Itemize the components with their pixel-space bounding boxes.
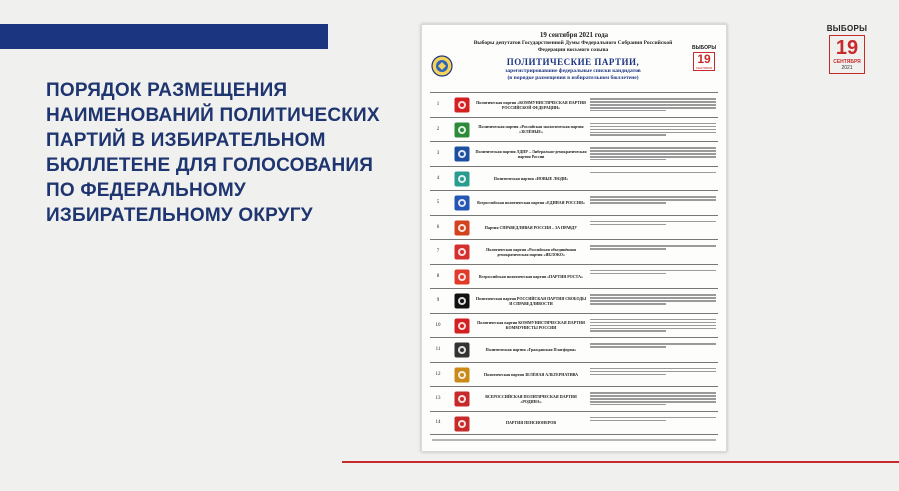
candidate-list <box>590 318 716 334</box>
candidate-text-line <box>590 420 666 422</box>
party-row <box>430 337 718 362</box>
pensioners-icon <box>454 416 470 432</box>
party-number: 7 <box>436 249 440 255</box>
candidate-text-line <box>590 371 716 373</box>
party-row <box>430 362 718 387</box>
party-number: 9 <box>436 298 440 304</box>
party-name: Всероссийская политическая партия «ЕДИНАЯ РОССИЯ» <box>477 200 585 206</box>
candidate-text-line <box>590 273 666 275</box>
party-number: 4 <box>436 175 440 181</box>
candidate-list <box>590 342 716 349</box>
party-name: Политическая партия «НОВЫЕ ЛЮДИ» <box>493 175 569 181</box>
party-name: Политическая партия РОССИЙСКАЯ ПАРТИЯ СВОБОДЫ И СПРАВЕДЛИВОСТИ <box>475 295 587 306</box>
party-row <box>430 166 718 191</box>
candidate-text-line <box>590 110 666 112</box>
candidate-text-line <box>590 129 716 131</box>
heading-line: НАИМЕНОВАНИЙ ПОЛИТИЧЕСКИХ <box>46 105 380 126</box>
candidate-text-line <box>590 132 716 134</box>
party-number: 12 <box>435 371 441 377</box>
candidate-text-line <box>590 270 716 272</box>
candidate-list <box>590 220 716 227</box>
candidate-text-line <box>590 404 666 406</box>
apple-icon <box>454 244 470 260</box>
election-commission-emblem-icon <box>431 55 453 77</box>
document-footer-rule <box>432 439 716 441</box>
star-icon <box>454 293 470 309</box>
candidate-text-line <box>590 196 716 198</box>
candidate-text-line <box>590 245 716 247</box>
candidate-list <box>590 122 716 138</box>
communists-icon <box>454 318 470 334</box>
candidate-text-line <box>590 297 716 299</box>
candidate-text-line <box>590 224 666 226</box>
document-badge-title: ВЫБОРЫ <box>692 45 717 51</box>
bear-flag-icon <box>454 195 470 211</box>
candidate-text-line <box>590 368 716 370</box>
candidate-text-line <box>590 322 716 324</box>
slide-heading <box>46 78 386 228</box>
candidate-list <box>590 171 716 175</box>
candidate-text-line <box>590 300 716 302</box>
party-row <box>430 386 718 411</box>
ldpr-icon <box>454 146 470 162</box>
badge-year: 2021 <box>841 65 853 71</box>
document-election-title: Выборы депутатов Государственной Думы Федерального Собрания Российской Федерации восьмого созыва <box>473 40 673 53</box>
document-subtitle <box>462 68 684 81</box>
candidate-text-line <box>590 202 666 204</box>
badge-title: ВЫБОРЫ <box>826 24 868 33</box>
candidate-text-line <box>590 374 666 376</box>
party-name: Политическая партия ЗЕЛЁНАЯ АЛЬТЕРНАТИВА <box>483 371 579 377</box>
badge-day: 19 <box>835 37 859 59</box>
party-number: 11 <box>435 347 441 353</box>
party-row <box>430 215 718 240</box>
document-subtitle-line: зарегистрировавшие федеральные списки кандидатов <box>505 68 641 74</box>
candidate-list <box>590 391 716 407</box>
badge-month: СЕНТЯБРЯ <box>833 59 861 65</box>
candidate-text-line <box>590 101 716 103</box>
candidate-text-line <box>590 199 716 201</box>
platform-icon <box>454 342 470 358</box>
candidate-text-line <box>590 156 716 158</box>
candidate-list <box>590 416 716 423</box>
party-row <box>430 411 718 436</box>
party-number: 14 <box>435 420 441 426</box>
candidate-text-line <box>590 104 716 106</box>
heading-line: ПАРТИЙ В ИЗБИРАТЕЛЬНОМ <box>46 130 326 151</box>
candidate-text-line <box>590 123 716 125</box>
party-name: Всероссийская политическая партия «ПАРТИЯ РОСТА» <box>478 273 584 279</box>
party-number: 1 <box>436 102 440 108</box>
document-date: 19 сентября 2021 года <box>539 31 609 39</box>
candidate-text-line <box>590 328 716 330</box>
party-name: Политическая партия «КОММУНИСТИЧЕСКАЯ ПАРТИЯ РОССИЙСКОЙ ФЕДЕРАЦИИ» <box>476 99 586 110</box>
party-row <box>430 141 718 166</box>
document-title: ПОЛИТИЧЕСКИЕ ПАРТИИ, <box>506 57 640 67</box>
party-row <box>430 288 718 313</box>
document-badge-box <box>693 52 715 71</box>
party-number: 13 <box>435 396 441 402</box>
candidate-text-line <box>590 172 716 174</box>
heading-line: ПО ФЕДЕРАЛЬНОМУ <box>46 180 246 201</box>
candidate-list <box>590 269 716 276</box>
document-badge-day: 19 <box>697 52 711 66</box>
fair-russia-icon <box>454 220 470 236</box>
party-number: 5 <box>436 200 440 206</box>
heading-line: ПОРЯДОК РАЗМЕЩЕНИЯ <box>46 80 288 101</box>
candidate-text-line <box>590 153 716 155</box>
candidate-list <box>590 195 716 205</box>
candidate-text-line <box>590 346 666 348</box>
candidate-text-line <box>590 395 716 397</box>
candidate-text-line <box>590 417 716 419</box>
party-number: 2 <box>436 126 440 132</box>
party-row <box>430 92 718 117</box>
document-badge-month: СЕНТЯБРЯ <box>695 66 713 70</box>
candidate-text-line <box>590 319 716 321</box>
candidate-list <box>590 244 716 251</box>
candidate-text-line <box>590 159 666 161</box>
candidate-text-line <box>590 107 716 109</box>
candidate-list <box>590 146 716 162</box>
party-name: Политическая партия «Гражданская Платформа» <box>485 347 577 353</box>
candidate-text-line <box>590 325 716 327</box>
candidate-text-line <box>590 126 716 128</box>
party-number: 8 <box>436 273 440 279</box>
badge-date-box <box>829 35 865 74</box>
rodina-icon <box>454 391 470 407</box>
candidate-text-line <box>590 343 716 345</box>
party-row <box>430 239 718 264</box>
candidate-text-line <box>590 303 666 305</box>
heading-line: БЮЛЛЕТЕНЕ ДЛЯ ГОЛОСОВАНИЯ <box>46 155 374 176</box>
party-name: Политическая партия «Российская экологическая партия «ЗЕЛЁНЫЕ» <box>478 124 584 135</box>
elections-badge <box>825 24 869 74</box>
candidate-text-line <box>590 98 716 100</box>
candidate-list <box>590 293 716 306</box>
candidate-text-line <box>590 150 716 152</box>
document-subtitle-line: (в порядке размещения в избирательном бюллетене) <box>507 74 639 81</box>
document-elections-badge <box>692 45 716 71</box>
candidate-text-line <box>590 398 716 400</box>
party-list <box>430 92 718 435</box>
new-people-icon <box>454 171 470 187</box>
party-name: Партия СПРАВЕДЛИВАЯ РОССИЯ – ЗА ПРАВДУ <box>484 224 578 230</box>
candidate-text-line <box>590 294 716 296</box>
party-number: 6 <box>436 224 440 230</box>
red-accent-line <box>342 461 899 463</box>
candidate-text-line <box>590 392 716 394</box>
party-name: ВСЕРОССИЙСКАЯ ПОЛИТИЧЕСКАЯ ПАРТИЯ «РОДИНА» <box>485 393 577 404</box>
green-leaf-icon <box>454 122 470 138</box>
candidate-list <box>590 97 716 113</box>
heading-line: ИЗБИРАТЕЛЬНОМУ ОКРУГУ <box>46 205 313 226</box>
hammer-sickle-icon <box>454 97 470 113</box>
candidate-text-line <box>590 221 716 223</box>
candidate-text-line <box>590 134 666 136</box>
party-row <box>430 117 718 142</box>
party-number: 3 <box>436 151 440 157</box>
green-alt-icon <box>454 367 470 383</box>
party-name: ПАРТИЯ ПЕНСИОНЕРОВ <box>505 420 557 426</box>
candidate-text-line <box>590 147 716 149</box>
candidate-text-line <box>590 330 666 332</box>
party-name: Политическая партия КОММУНИСТИЧЕСКАЯ ПАРТИЯ КОММУНИСТЫ РОССИИ <box>477 320 585 331</box>
party-row <box>430 190 718 215</box>
blue-accent-bar <box>0 24 328 49</box>
candidate-list <box>590 367 716 377</box>
ballot-document <box>421 24 727 452</box>
growth-arrow-icon <box>454 269 470 285</box>
party-number: 10 <box>435 322 441 328</box>
party-row <box>430 264 718 289</box>
candidate-text-line <box>590 248 666 250</box>
candidate-text-line <box>590 401 716 403</box>
party-row <box>430 313 718 338</box>
party-name: Политическая партия «Российская объединённая демократическая партия «ЯБЛОКО» <box>486 246 576 257</box>
party-name: Политическая партия ЛДПР – Либерально-демократическая партия России <box>475 148 587 159</box>
